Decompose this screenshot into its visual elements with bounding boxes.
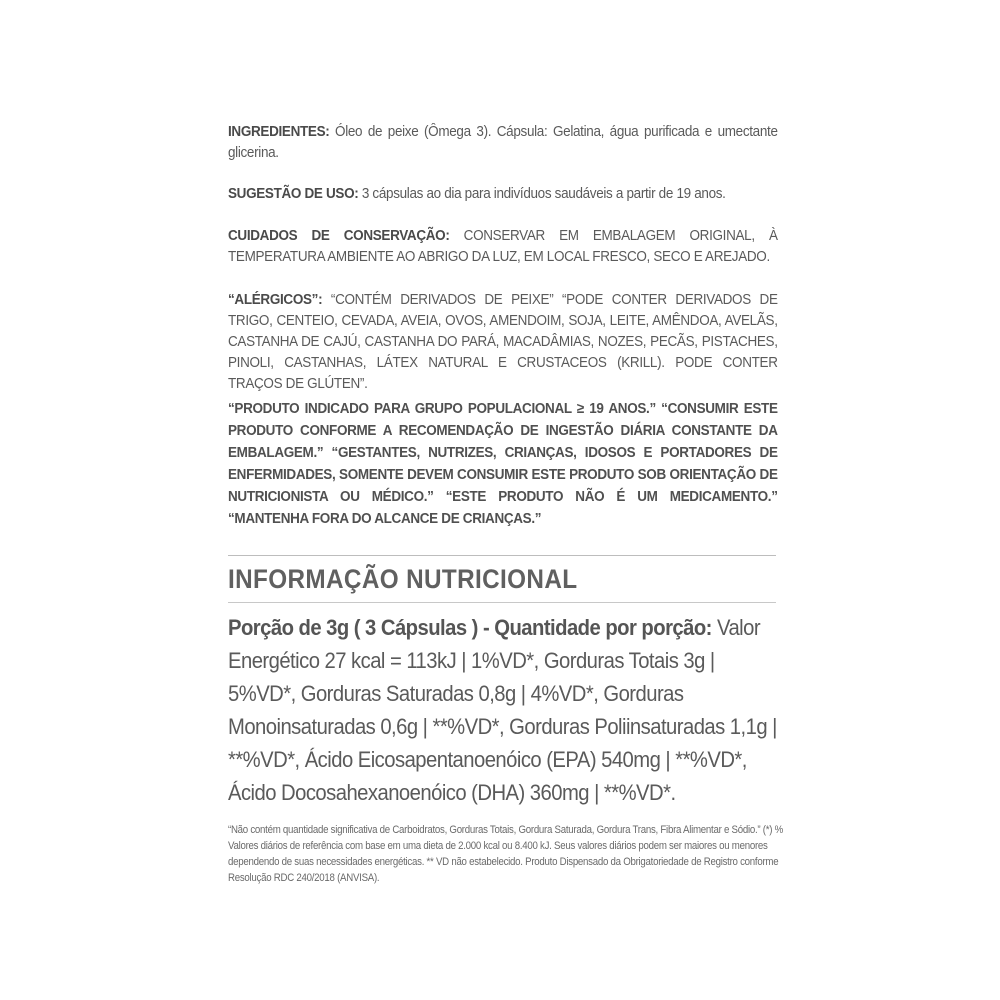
ingredients-paragraph — [228, 122, 778, 164]
divider-top — [228, 555, 776, 556]
storage-paragraph — [228, 226, 778, 268]
divider-heading — [228, 602, 776, 603]
allergens-paragraph — [228, 290, 778, 395]
nutrition-facts-paragraph — [228, 611, 779, 809]
ingredients-label: INGREDIENTES: — [228, 124, 330, 140]
nutrition-facts-text: Valor Energético 27 kcal = 113kJ | 1%VD*, Gorduras Totais 3g | 5%VD*, Gorduras Saturadas 0,8g | 4%VD*, Gorduras Monoinsaturadas 0,6g | **%VD*, Gorduras Poliinsaturadas 1,1g | **%VD*, Ácido Eicosapentanoenóico (EPA) 540mg | **%VD*, Ácido Docosahexanoenóico (DHA) 360mg | **%VD*. — [228, 615, 777, 805]
ingredients-text: Óleo de peixe (Ômega 3). Cápsula: Gelatina, água purificada e umectante glicerina. — [228, 124, 778, 161]
footnote-paragraph: “Não contém quantidade significativa de Carboidratos, Gorduras Totais, Gordura Saturada, Gordura Trans, Fibra Alimentar e Sódio.” (*) % Valores diários de referência com base em uma dieta de 2.000 kcal ou 8.400 kJ. Seus valores diários podem ser maiores ou menores dependendo de suas necessidades energéticas. ** VD não estabelecido. Produto Dispensado da Obrigatoriedade de Registro conforme Resolução RDC 240/2018 (ANVISA). — [228, 824, 783, 884]
usage-text: 3 cápsulas ao dia para indivíduos saudáveis a partir de 19 anos. — [358, 186, 726, 202]
usage-label: SUGESTÃO DE USO: — [228, 186, 359, 202]
allergens-label: “ALÉRGICOS”: — [228, 292, 323, 308]
storage-text: CONSERVAR EM EMBALAGEM ORIGINAL, À TEMPERATURA AMBIENTE AO ABRIGO DA LUZ, EM LOCAL FRESCO, SECO E AREJADO. — [228, 228, 778, 265]
warnings-paragraph: “PRODUTO INDICADO PARA GRUPO POPULACIONAL ≥ 19 ANOS.” “CONSUMIR ESTE PRODUTO CONFORME A RECOMENDAÇÃO DE INGESTÃO DIÁRIA CONSTANTE DA EMBALAGEM.” “GESTANTES, NUTRIZES, CRIANÇAS, IDOSOS E PORTADORES DE ENFERMIDADES, SOMENTE DEVEM CONSUMIR ESTE PRODUTO SOB ORIENTAÇÃO DE NUTRICIONISTA OU MÉDICO.” “ESTE PRODUTO NÃO É UM MEDICAMENTO.” “MANTENHA FORA DO ALCANCE DE CRIANÇAS.” — [228, 401, 778, 527]
storage-label: CUIDADOS DE CONSERVAÇÃO: — [228, 228, 450, 244]
nutrition-heading: INFORMAÇÃO NUTRICIONAL — [228, 564, 578, 594]
allergens-text: “CONTÉM DERIVADOS DE PEIXE” “PODE CONTER DERIVADOS DE TRIGO, CENTEIO, CEVADA, AVEIA, OVOS, AMENDOIM, SOJA, LEITE, AMÊNDOA, AVELÃS, CASTANHA DE CAJÚ, CASTANHA DO PARÁ, MACADÂMIAS, NOZES, PECÃS, PISTACHES, PINOLI, CASTANHAS, LÁTEX NATURAL E CRUSTACEOS (KRILL). PODE CONTER TRAÇOS DE GLÚTEN”. — [228, 292, 778, 392]
usage-paragraph — [228, 184, 778, 205]
portion-label: Porção de 3g ( 3 Cápsulas ) - Quantidade por porção: — [228, 615, 712, 640]
